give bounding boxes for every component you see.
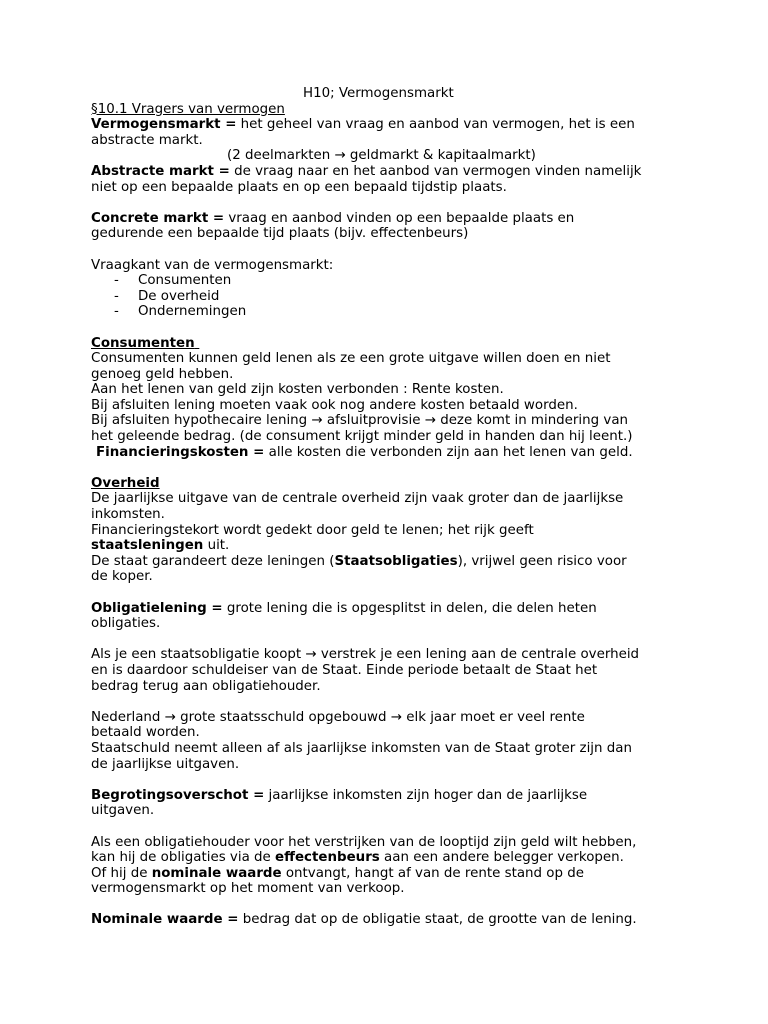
definition-continuation: abstracte markt. bbox=[91, 132, 203, 148]
text: Of hij de bbox=[91, 865, 152, 881]
heading-overheid bbox=[91, 476, 691, 492]
bold-term: effectenbeurs bbox=[275, 850, 380, 866]
spacer bbox=[91, 585, 691, 601]
paragraph-line: Staatschuld neemt alleen af als jaarlijkse inkomsten van de Staat groter zijn dan bbox=[91, 740, 632, 756]
paragraph-line: de koper. bbox=[91, 569, 153, 585]
spacer bbox=[91, 819, 691, 835]
list-dash: - bbox=[114, 273, 119, 289]
paragraph-line: Aan het lenen van geld zijn kosten verbonden : Rente kosten. bbox=[91, 382, 504, 398]
paragraph-line: vermogensmarkt op het moment van verkoop. bbox=[91, 881, 405, 897]
term: Financieringskosten = bbox=[96, 444, 265, 460]
definition-text: grote lening die is opgesplitst in delen, die delen heten bbox=[222, 600, 597, 616]
list-dash: - bbox=[114, 304, 119, 320]
heading-text: Overheid bbox=[91, 475, 160, 491]
definition-abstracte-markt bbox=[91, 164, 691, 180]
paragraph-line: en is daardoor schuldeiser van de Staat. Einde periode betaalt de Staat het bbox=[91, 662, 598, 678]
definition-concrete-markt bbox=[91, 211, 691, 227]
text: aan een andere belegger verkopen. bbox=[379, 850, 624, 866]
text: uit. bbox=[203, 538, 230, 554]
paragraph-line bbox=[91, 850, 691, 866]
bold-term: nominale waarde bbox=[151, 865, 282, 881]
page-title: H10; Vermogensmarkt bbox=[303, 86, 454, 101]
deelmarkten-note: (2 deelmarkten → geldmarkt & kapitaalmarkt) bbox=[227, 148, 536, 164]
list-item-label: Ondernemingen bbox=[138, 304, 247, 320]
bold-term: Staatsobligaties bbox=[334, 553, 458, 569]
paragraph-line: het geleende bedrag. (de consument krijgt minder geld in handen dan hij leent.) bbox=[91, 429, 633, 445]
text: ), vrijwel geen risico voor bbox=[457, 553, 627, 569]
spacer bbox=[91, 694, 691, 710]
list-item-label: De overheid bbox=[138, 288, 220, 304]
list-dash: - bbox=[114, 288, 119, 304]
text: ontvangt, hangt af van de rente stand op de bbox=[281, 865, 584, 881]
spacer bbox=[91, 772, 691, 788]
paragraph-line bbox=[91, 538, 691, 554]
document-body bbox=[91, 86, 691, 928]
paragraph-line: De jaarlijkse uitgave van de centrale overheid zijn vaak groter dan de jaarlijkse bbox=[91, 491, 624, 507]
spacer bbox=[91, 195, 691, 211]
term: Abstracte markt = bbox=[91, 163, 230, 179]
definition-text: de vraag naar en het aanbod van vermogen vinden namelijk bbox=[229, 163, 642, 179]
paragraph-line: Nederland → grote staatsschuld opgebouwd → elk jaar moet er veel rente bbox=[91, 709, 585, 725]
definition-vermogensmarkt bbox=[91, 117, 691, 133]
definition-text: jaarlijkse inkomsten zijn hoger dan de jaarlijkse bbox=[264, 787, 588, 803]
list-item-label: Consumenten bbox=[138, 273, 232, 289]
section-heading: §10.1 Vragers van vermogen bbox=[91, 101, 285, 117]
definition-begrotingsoverschot bbox=[91, 788, 691, 804]
bold-term: staatsleningen bbox=[91, 538, 204, 554]
definition-text: alle kosten die verbonden zijn aan het lenen van geld. bbox=[264, 444, 633, 460]
paragraph-line: Bij afsluiten hypothecaire lening → afsluitprovisie → deze komt in mindering van bbox=[91, 413, 629, 429]
paragraph-line bbox=[91, 866, 691, 882]
text: kan hij de obligaties via de bbox=[91, 850, 276, 866]
heading-text: Consumenten bbox=[91, 335, 195, 351]
paragraph-line: inkomsten. bbox=[91, 507, 165, 523]
paragraph-line: Bij afsluiten lening moeten vaak ook nog andere kosten betaald worden. bbox=[91, 397, 578, 413]
vraagkant-intro: Vraagkant van de vermogensmarkt: bbox=[91, 257, 334, 273]
term: Nominale waarde = bbox=[91, 912, 239, 928]
definition-obligatielening bbox=[91, 601, 691, 617]
definition-continuation: obligaties. bbox=[91, 616, 161, 632]
paragraph-line: Financieringstekort wordt gedekt door geld te lenen; het rijk geeft bbox=[91, 522, 534, 538]
paragraph-line: Als een obligatiehouder voor het verstrijken van de looptijd zijn geld wilt hebben, bbox=[91, 834, 637, 850]
spacer bbox=[91, 632, 691, 648]
definition-text: bedrag dat op de obligatie staat, de grootte van de lening. bbox=[238, 912, 637, 928]
definition-continuation: niet op een bepaalde plaats en op een bepaald tijdstip plaats. bbox=[91, 179, 507, 195]
term: Obligatielening = bbox=[91, 600, 223, 616]
term: Begrotingsoverschot = bbox=[91, 787, 265, 803]
definition-text: vraag en aanbod vinden op een bepaalde plaats en bbox=[224, 210, 575, 226]
paragraph-line: genoeg geld hebben. bbox=[91, 366, 234, 382]
definition-continuation: uitgaven. bbox=[91, 803, 155, 819]
spacer bbox=[91, 242, 691, 258]
list-item bbox=[91, 304, 691, 320]
spacer bbox=[91, 460, 691, 476]
text: De staat garandeert deze leningen ( bbox=[91, 553, 335, 569]
spacer bbox=[91, 897, 691, 913]
paragraph-line: betaald worden. bbox=[91, 725, 200, 741]
definition-text: het geheel van vraag en aanbod van vermogen, het is een bbox=[236, 117, 635, 133]
term: Vermogensmarkt = bbox=[91, 117, 237, 133]
term: Concrete markt = bbox=[91, 210, 225, 226]
paragraph-line: bedrag terug aan obligatiehouder. bbox=[91, 678, 321, 694]
heading-consumenten bbox=[91, 336, 691, 352]
paragraph-line: Als je een staatsobligatie koopt → verstrek je een lening aan de centrale overheid bbox=[91, 647, 640, 663]
definition-nominale-waarde bbox=[91, 912, 691, 928]
list-item bbox=[91, 289, 691, 305]
spacer bbox=[91, 320, 691, 336]
paragraph-line: Consumenten kunnen geld lenen als ze een grote uitgave willen doen en niet bbox=[91, 351, 611, 367]
paragraph-line: de jaarlijkse uitgaven. bbox=[91, 756, 240, 772]
paragraph-line bbox=[91, 554, 691, 570]
definition-financieringskosten bbox=[91, 445, 691, 461]
definition-continuation: gedurende een bepaalde tijd plaats (bijv. effectenbeurs) bbox=[91, 226, 469, 242]
list-item bbox=[91, 273, 691, 289]
